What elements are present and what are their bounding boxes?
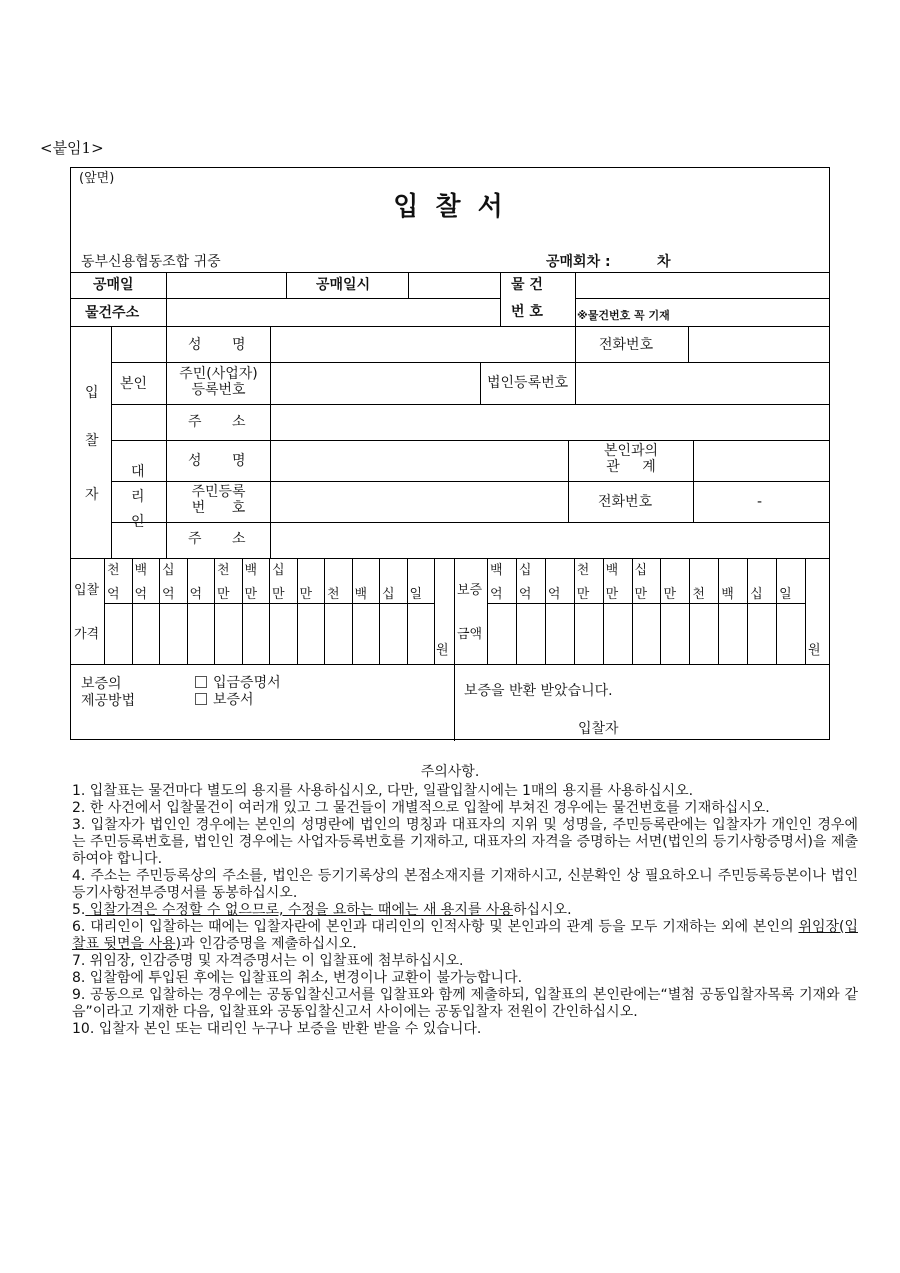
note-5 xyxy=(72,902,858,919)
deposit-unit: 백 xyxy=(721,587,734,602)
item-no-label-1: 물 건 xyxy=(511,277,543,293)
bid-unit: 백 xyxy=(354,587,368,602)
name-label: 성 명 xyxy=(188,337,246,353)
bidder-label-3: 자 xyxy=(85,487,99,503)
deposit-unit: 일 xyxy=(779,587,792,602)
round-label: 공매회차 : xyxy=(546,254,611,270)
bid-unit: 만 xyxy=(217,587,230,602)
item-no-note: ※물건번호 꼭 기재 xyxy=(577,309,670,322)
note-7: 7. 위임장, 인감증명 및 자격증명서는 이 입찰표에 첨부하십시오. xyxy=(72,953,464,969)
phone-label: 전화번호 xyxy=(599,337,654,353)
deposit-unit: 백 xyxy=(490,563,503,578)
attachment-label: <붙임1> xyxy=(40,139,104,157)
option-deposit-proof-label: 입금증명서 xyxy=(213,675,281,691)
bid-unit: 천 xyxy=(327,587,340,602)
deposit-unit: 만 xyxy=(663,587,677,602)
bid-unit: 백 xyxy=(244,563,258,578)
bidder-label-1: 입 xyxy=(85,385,99,401)
item-address-label: 물건주소 xyxy=(85,305,140,321)
relation-label-2: 관 계 xyxy=(606,459,656,475)
item-no-label-2: 번 호 xyxy=(511,304,543,320)
note-2: 2. 한 사건에서 입찰물건이 여러개 있고 그 물건들이 개별적으로 입찰에 부쳐진 경우에는 물건번호를 기재하십시오. xyxy=(72,800,770,816)
bid-price-label-1: 입찰 xyxy=(74,583,100,598)
address-label: 주 소 xyxy=(188,414,246,430)
deposit-unit: 만 xyxy=(605,587,619,602)
deposit-unit: 억 xyxy=(547,587,561,602)
bid-unit: 억 xyxy=(107,587,120,602)
deposit-unit: 천 xyxy=(692,587,705,602)
note-9: 9. 공동으로 입찰하는 경우에는 공동입찰신고서를 입찰표와 함께 제출하되, 입찰표의 본인란에는“별첨 공동입찰자목록 기재와 같음”이라고 기재한 다음, 입찰표와 공동입찰신고서 사이에는 공동입찰자 전원이 간인하십시오. xyxy=(72,987,858,1020)
agent-address-label: 주 소 xyxy=(188,531,246,547)
bid-unit: 만 xyxy=(272,587,285,602)
agent-resident-label-1: 주민등록 xyxy=(191,484,246,500)
bid-unit: 천 xyxy=(217,563,230,578)
agent-phone-label: 전화번호 xyxy=(598,494,653,510)
note-4: 4. 주소는 주민등록상의 주소를, 법인은 등기기록상의 본점소재지를 기재하시고, 신분확인 상 필요하오니 주민등록등본이나 법인등기사항전부증명서를 동봉하십시오. xyxy=(72,868,858,901)
recipient: 동부신용협동조합 귀중 xyxy=(81,254,221,270)
note-5-num: 5. xyxy=(72,902,86,918)
notes-title: 주의사항. xyxy=(420,764,480,780)
bid-unit: 십 xyxy=(272,563,285,578)
resident-no-label-1: 주민(사업자) xyxy=(179,366,258,382)
note-6 xyxy=(72,919,858,953)
bid-price-label-2: 가격 xyxy=(74,627,100,642)
deposit-unit: 십 xyxy=(750,587,763,602)
agent-label-1: 대 xyxy=(131,464,145,480)
sale-time-label: 공매일시 xyxy=(316,277,371,293)
note-1: 1. 입찰표는 물건마다 별도의 용지를 사용하십시오, 다만, 일괄입찰시에는 1매의 용지를 사용하십시오. xyxy=(72,783,694,799)
relation-label-1: 본인과의 xyxy=(603,443,659,459)
note-8: 8. 입찰함에 투입된 후에는 입찰표의 취소, 변경이나 교환이 불가능합니다. xyxy=(72,970,523,986)
option-guarantee[interactable] xyxy=(195,693,254,707)
bid-unit: 일 xyxy=(409,587,423,602)
option-guarantee-label: 보증서 xyxy=(213,692,254,708)
deposit-label-2: 금액 xyxy=(457,627,483,642)
bid-unit: 억 xyxy=(189,587,203,602)
deposit-label-1: 보증 xyxy=(457,583,483,598)
checkbox-icon[interactable] xyxy=(195,676,207,688)
deposit-unit: 만 xyxy=(576,587,590,602)
bid-won: 원 xyxy=(436,643,449,658)
corp-reg-label: 법인등록번호 xyxy=(487,375,569,391)
bid-unit: 만 xyxy=(299,587,313,602)
bidder-label-2: 찰 xyxy=(85,433,99,449)
agent-label-3: 인 xyxy=(131,514,145,530)
bid-unit: 십 xyxy=(382,587,395,602)
bid-unit: 억 xyxy=(162,587,175,602)
round-suffix: 차 xyxy=(657,254,671,270)
bid-form xyxy=(70,167,830,740)
deposit-unit: 억 xyxy=(490,587,503,602)
deposit-method-label-2: 제공방법 xyxy=(81,693,136,709)
form-title: 입 찰 서 xyxy=(393,192,507,222)
bid-unit: 억 xyxy=(134,587,148,602)
sale-date-label: 공매일 xyxy=(93,277,134,293)
deposit-won: 원 xyxy=(808,643,821,658)
notes-list xyxy=(72,783,858,1038)
deposit-unit: 백 xyxy=(605,563,619,578)
returned-text: 보증을 반환 받았습니다. xyxy=(464,683,613,699)
deposit-method-label-1: 보증의 xyxy=(81,676,122,692)
note-10: 10. 입찰자 본인 또는 대리인 누구나 보증을 반환 받을 수 있습니다. xyxy=(72,1021,482,1037)
note-6-underlined: 위임장(입찰표 뒷면을 사용) xyxy=(72,919,858,952)
resident-no-label-2: 등록번호 xyxy=(191,382,246,398)
agent-label-2: 리 xyxy=(131,489,145,505)
deposit-unit: 천 xyxy=(576,563,590,578)
deposit-unit: 십 xyxy=(518,563,532,578)
checkbox-icon[interactable] xyxy=(195,693,207,705)
note-6-b: 과 인감증명을 제출하십시오. xyxy=(181,936,357,952)
deposit-unit: 만 xyxy=(634,587,648,602)
agent-name-label: 성 명 xyxy=(188,453,246,469)
agent-resident-label-2: 번 호 xyxy=(191,500,246,516)
bid-unit: 백 xyxy=(134,563,148,578)
note-3: 3. 입찰자가 법인인 경우에는 본인의 성명란에 법인의 명칭과 대표자의 지위 및 성명을, 주민등록란에는 입찰자가 개인인 경우에는 주민등록번호를, 법인인 경우에는 사업자등록번호를 기재하고, 대표자의 자격을 증명하는 서면(법인의 등기사항증명서)을 제출하여야 합니다. xyxy=(72,817,858,867)
bid-unit: 만 xyxy=(244,587,258,602)
note-6-a: 6. 대리인이 입찰하는 때에는 입찰자란에 본인과 대리인의 인적사항 및 본인과의 관계 등을 모두 기재하는 외에 본인의 xyxy=(72,919,799,935)
bidder-sign: 입찰자 xyxy=(578,721,619,737)
bid-unit: 천 xyxy=(107,563,120,578)
side-label: (앞면) xyxy=(79,171,115,186)
note-5-underlined: 입찰가격은 수정할 수 없으므로, 수정을 요하는 때에는 새 용지를 사용 xyxy=(85,902,513,918)
note-5-rest: 하십시오. xyxy=(512,902,572,918)
deposit-unit: 억 xyxy=(518,587,532,602)
agent-phone-value: - xyxy=(757,494,763,510)
bid-unit: 십 xyxy=(162,563,175,578)
principal-label: 본인 xyxy=(120,376,148,392)
option-deposit-proof[interactable] xyxy=(195,676,281,690)
deposit-unit: 십 xyxy=(634,563,648,578)
